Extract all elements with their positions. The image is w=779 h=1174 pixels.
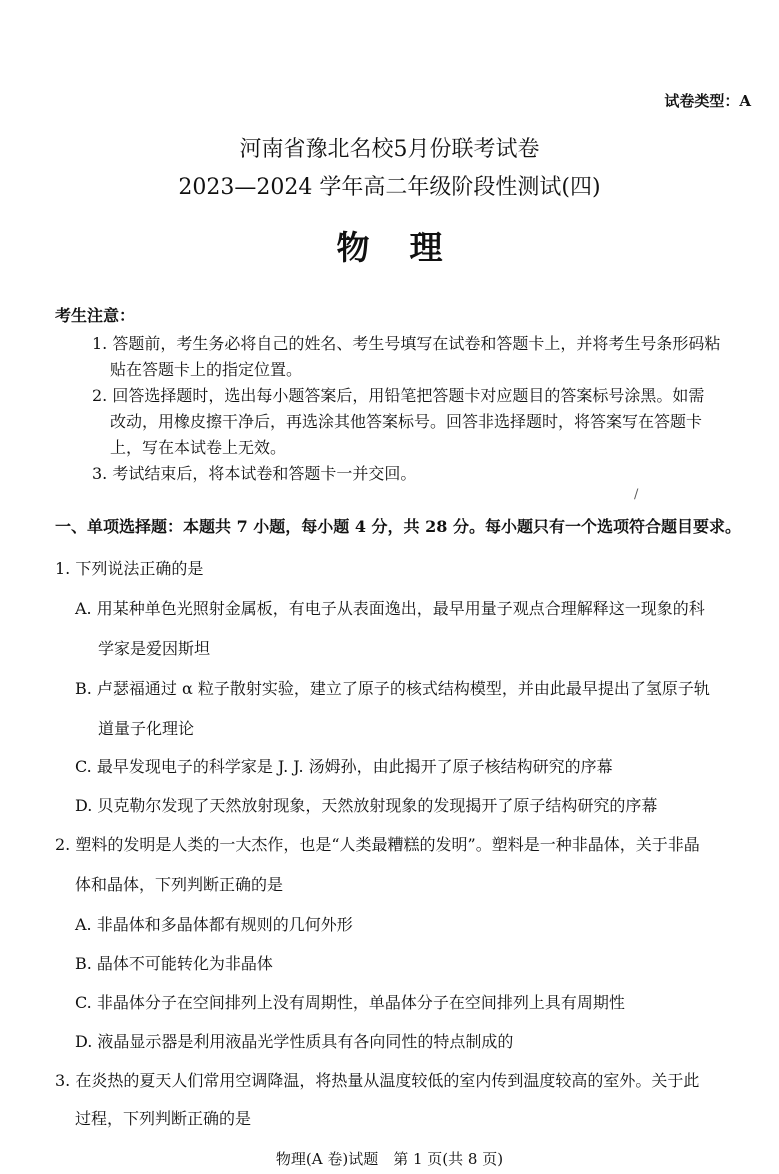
stray-mark: / [634, 487, 639, 502]
notice-item-1: 1. 答题前，考生务必将自己的姓名、考生号填写在试卷和答题卡上，并将考生号条形码粘 [92, 334, 721, 353]
notice-item-2-cont: 改动，用橡皮擦干净后，再选涂其他答案标号。回答非选择题时，将答案写在答题卡 [110, 412, 703, 431]
question-1-stem: 1. 下列说法正确的是 [55, 559, 204, 578]
paper-type-label: 试卷类型：A [664, 92, 751, 110]
question-2-stem: 2. 塑料的发明是人类的一大杰作，也是“人类最糟糕的发明”。塑料是一种非晶体，关于非晶 [55, 835, 700, 854]
question-2-option-d: D. 液晶显示器是利用液晶光学性质具有各向同性的特点制成的 [75, 1032, 514, 1051]
question-2-stem-cont: 体和晶体，下列判断正确的是 [75, 875, 284, 894]
question-1-option-d: D. 贝克勒尔发现了天然放射现象，天然放射现象的发现揭开了原子结构研究的序幕 [75, 796, 658, 815]
notice-item-1-cont: 贴在答题卡上的指定位置。 [110, 360, 303, 379]
subject-title: 物理 [336, 228, 483, 267]
question-1-option-b: B. 卢瑟福通过 α 粒子散射实验，建立了原子的核式结构模型，并由此最早提出了氢原子轨 [75, 679, 710, 698]
question-2-option-a: A. 非晶体和多晶体都有规则的几何外形 [75, 915, 353, 934]
exam-title: 河南省豫北名校5月份联考试卷 [239, 137, 540, 162]
question-2-option-b: B. 晶体不可能转化为非晶体 [75, 954, 273, 973]
question-1-option-c: C. 最早发现电子的科学家是 J. J. 汤姆孙，由此揭开了原子核结构研究的序幕 [75, 757, 613, 776]
notice-item-3: 3. 考试结束后，将本试卷和答题卡一并交回。 [92, 464, 417, 483]
question-1-option-a: A. 用某种单色光照射金属板，有电子从表面逸出，最早用量子观点合理解释这一现象的科 [75, 599, 705, 618]
question-3-stem: 3. 在炎热的夏天人们常用空调降温，将热量从温度较低的室内传到温度较高的室外。关于此 [55, 1071, 700, 1090]
exam-subtitle: 2023—2024 学年高二年级阶段性测试(四) [178, 175, 601, 200]
question-1-option-a-cont: 学家是爱因斯坦 [98, 639, 211, 658]
notice-item-2: 2. 回答选择题时，选出每小题答案后，用铅笔把答题卡对应题目的答案标号涂黑。如需 [92, 386, 705, 405]
section-heading: 一、单项选择题：本题共 7 小题，每小题 4 分，共 28 分。每小题只有一个选项符合题目要求。 [55, 517, 741, 536]
question-2-option-c: C. 非晶体分子在空间排列上没有周期性，单晶体分子在空间排列上具有周期性 [75, 993, 625, 1012]
question-3-stem-cont: 过程，下列判断正确的是 [75, 1109, 252, 1128]
notice-heading: 考生注意： [55, 306, 136, 325]
question-1-option-b-cont: 道量子化理论 [98, 719, 195, 738]
notice-item-2-cont2: 上，写在本试卷上无效。 [110, 438, 287, 457]
page-footer: 物理(A 卷)试题 第 1 页(共 8 页) [275, 1150, 504, 1168]
